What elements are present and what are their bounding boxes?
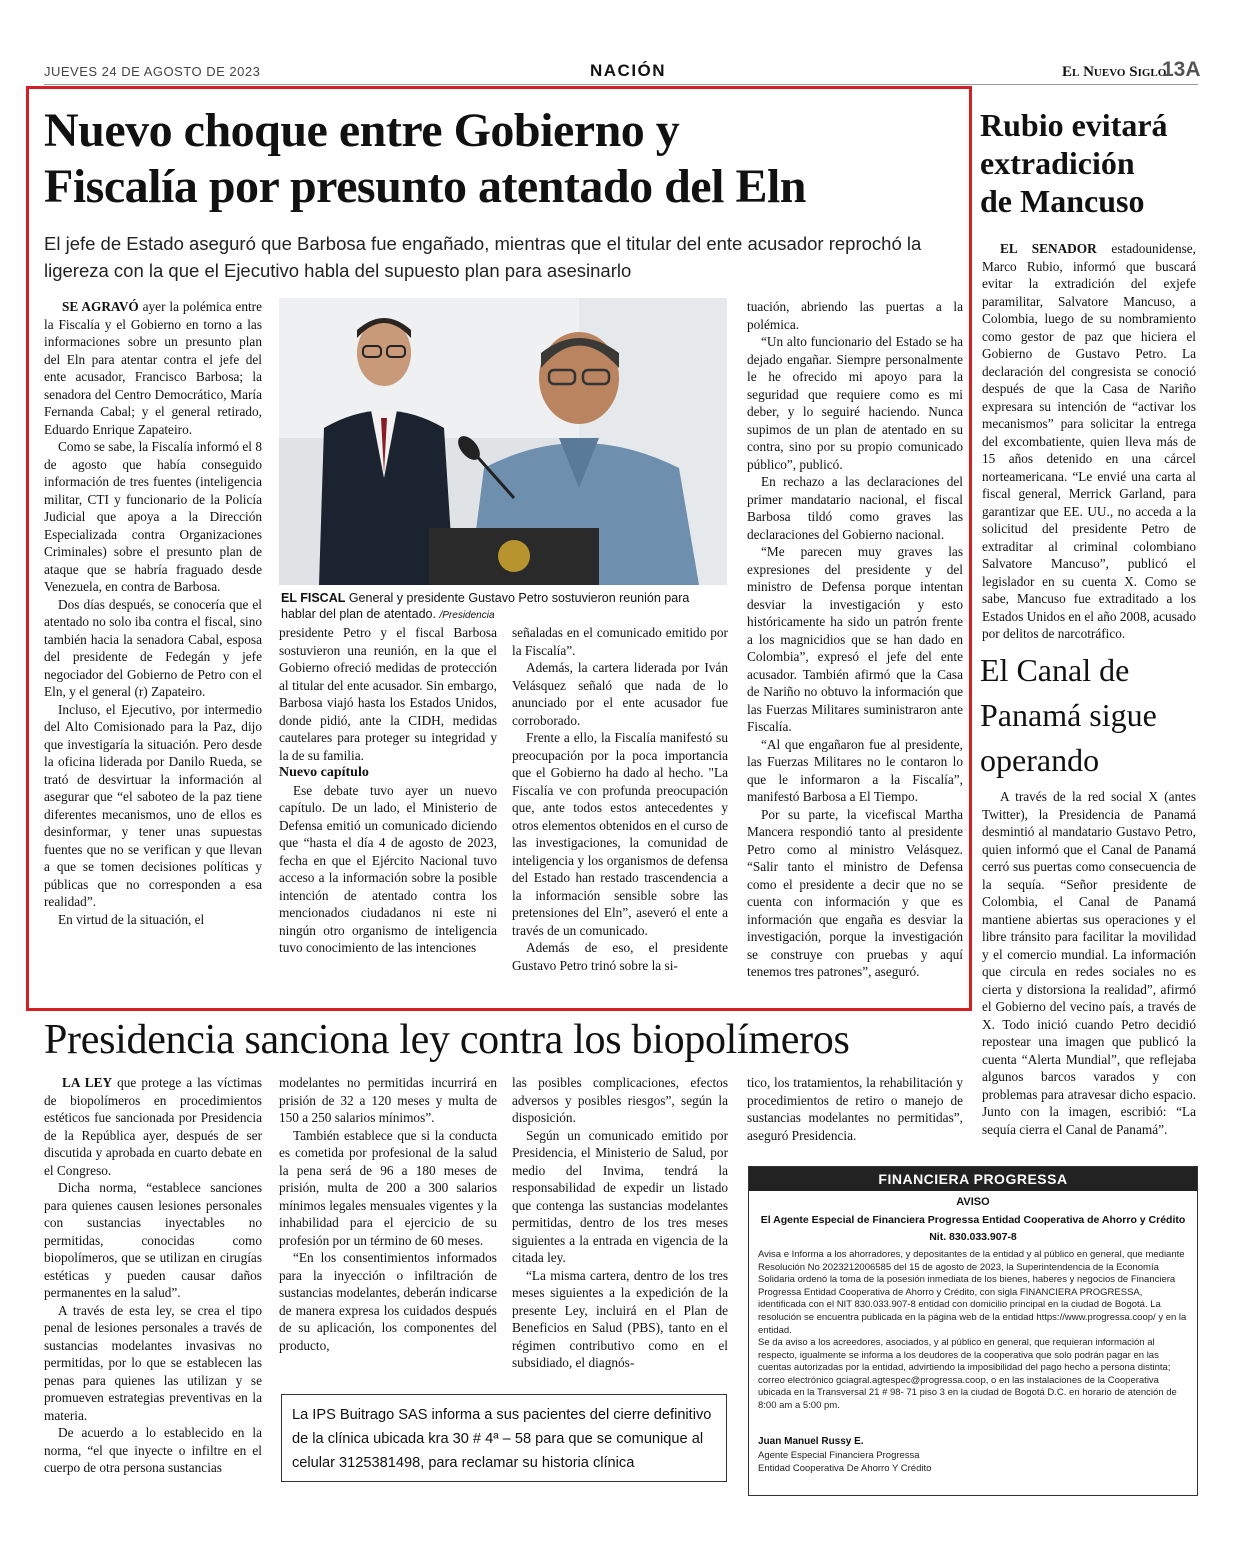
side1-text: estadounidense, Marco Rubio, informó que buscará evitar la extradición del exjefe paramilitar, Salvatore Mancuso, a Colombia, luego de su nombramiento como gestor de paz que hiciera el Gobierno de Gustavo Petro. La declaración del congresista se conoció después de que la Casa de Nariño expresara su intención de “activar los mecanismos” para solicitar la entrega del excombatiente, quien lleva más de 15 años detenido en una cárcel norteamericana. “Le envié una carta al fiscal general, Merrick Garland, para garantizar que EE. UU., no acceda a la solicitud del presidente Petro de extraditar al criminal colombiano Salvatore Mancuso”, publicó el legislador en su cuenta X. Como se sabe, Mancuso fue extraditado a los Estados Unidos en el año 2008, acusado por delitos de narcotráfico.	[982, 241, 1196, 641]
paragraph	[44, 911, 262, 929]
paragraph	[747, 333, 963, 473]
paragraph-text: ayer la polémica entre la Fiscalía y el Gobierno en torno a las informaciones sobre un presunto plan del Eln para atentar contra el jefe del ente acusador, Francisco Barbosa; la senadora del Centro Democrático, María Fernanda Cabal; y el general retirado, Eduardo Enrique Zapateiro.	[44, 299, 262, 437]
financiera-signer: Juan Manuel Russy E.	[758, 1436, 864, 1447]
financiera-nit: Nit. 830.033.907-8	[929, 1231, 1017, 1243]
paragraph-text: que protege a las víctimas de biopolímeros en procedimientos estéticos fue sancionada por Presidencia de la República ayer, después de ser discutida y aprobada en cuarto debate en el Congreso.	[44, 1075, 263, 1178]
paragraph-text: presidente Petro y el fiscal Barbosa sostuvieron una reunión, en la que el Gobierno ofreció medidas de protección al titular del ente acusador. Sin embargo, Barbosa viajó hasta los Estados Unidos, donde pidió, ante la CIDH, medidas cautelares para proteger su integridad y la de su familia.	[279, 625, 497, 763]
page-date: JUEVES 24 DE AGOSTO DE 2023	[44, 64, 261, 79]
paragraph	[44, 298, 262, 438]
paragraph-text: Dos días después, se conocería que el atentado no solo iba contra el fiscal, sino también hacia la senadora Cabal, esposa del presidente de Fedegán y jefe negociador del Gobierno de Petro con el Eln, y el general (r) Zapateiro.	[44, 596, 262, 699]
paragraph-text: Ese debate tuvo ayer un nuevo capítulo. De un lado, el Ministerio de Defensa emitió un comunicado diciendo que “hasta el día 4 de agosto de 2023, fecha en que el Ejército Nacional tuvo acceso a la información sobre la posible intención de atentado contra los mencionados ciudadanos ni este ni ningún otro organismo de inteligencia tuvo conocimiento de las intenciones	[279, 782, 497, 955]
paragraph	[512, 729, 728, 939]
paragraph	[747, 298, 963, 333]
paragraph-text: “Al que engañaron fue al presidente, las Fuerzas Militares no le contaron lo que le informaron a la Fiscalía”, manifestó Barbosa a El Tiempo.	[747, 736, 963, 804]
paragraph-text: Además, la cartera liderada por Iván Velásquez señaló que nada de lo anunciado por el ente acusador fue corroborado.	[512, 660, 728, 728]
side2-body	[982, 788, 1196, 1138]
paragraph	[279, 782, 497, 957]
newspaper-name: El Nuevo Siglo	[1062, 64, 1167, 80]
paragraph-text: “En los consentimientos informados para la inyección o infiltración de sustancias modelantes, deberán indicarse de manera expresa los cuidados después de su aplicación, los componentes del producto,	[279, 1250, 497, 1353]
paragraph-text: De acuerdo a lo establecido en la norma, “el que inyecte o infiltre en el cuerpo de otra persona sustancias	[44, 1425, 262, 1475]
main-column-4	[747, 298, 963, 981]
paragraph	[44, 1424, 262, 1477]
financiera-signer-role2: Entidad Cooperativa De Ahorro Y Crédito	[758, 1463, 932, 1474]
side1-headline-line: Rubio evitará	[980, 107, 1168, 143]
financiera-para2: Se da aviso a los acreedores, asociados, y al público en general, que requieran información al respecto, igualmente se informa a los deudores de la cooperativa que solo podrán pagar en las cuentas autorizadas por la entidad, advirtiendo la imposibilidad del pago hecho a persona distinta; correo electrónico gciagral.agtespec@progressa.coop, o en las instalaciones de la Cooperativa ubicada en la Transversal 21 # 98- 71 piso 3 en la ciudad de Bogotá D.C. en horario de atención de 8:00 am a 5:00 pm.	[758, 1337, 1177, 1411]
paragraph	[747, 473, 963, 543]
financiera-signer-role1: Agente Especial Financiera Progressa	[758, 1450, 920, 1461]
side1-body	[982, 240, 1196, 643]
paragraph-text: Por su parte, la vicefiscal Martha Mancera respondió tanto al presidente Petro como al ministro Velásquez. “Salir tanto el ministro de Defensa como el presidente a decir que no se cuenta con información y que es información que engaña es desviar la investigación, porque la investigación se construye con pruebas y aquí tenemos tres patrones”, aseguró.	[747, 806, 963, 979]
side2-headline-line: operando	[980, 742, 1100, 778]
paragraph-text: señaladas en el comunicado emitido por la Fiscalía”.	[512, 625, 728, 658]
paragraph-text: Frente a ello, la Fiscalía manifestó su preocupación por la poca importancia que el Gobierno ha dado al hecho. "La Fiscalía ve con profunda preocupación que, ante todos estos antecedentes y otros elementos obtenidos en el curso de las investigaciones, la comunidad de inteligencia y los organismos de defensa del Estado han restado trascendencia a la información sensible sobre las pretensiones del Eln”, aseveró el ente a través de un comunicado.	[512, 730, 728, 938]
story2-column-1	[44, 1074, 262, 1477]
paragraph-text: En rechazo a las declaraciones del primer mandatario nacional, el fiscal Barbosa tildó como graves las declaraciones del Gobierno nacional.	[747, 474, 963, 542]
paragraph	[747, 736, 963, 806]
paragraph-text: tuación, abriendo las puertas a la polémica.	[747, 299, 963, 332]
paragraph-text: Además de eso, el presidente Gustavo Petro trinó sobre la si-	[512, 940, 728, 973]
paragraph-text: También establece que si la conducta es cometida por profesional de la salud la pena será de 96 a 180 meses de prisión, multa de 200 a 300 salarios mínimos legales mensuales vigentes y la inhabilidad para el ejercicio de su profesión por un término de 60 meses.	[279, 1127, 497, 1248]
paragraph	[747, 543, 963, 736]
story2-column-4	[747, 1074, 963, 1144]
paragraph-text: Según un comunicado emitido por Presidencia, el Ministerio de Salud, por medio del Invima, tendrá la responsabilidad de expedir un listado que contenga las sustancias modelantes permitidas, dentro de los tres meses siguientes a la entrada en vigencia de la citada ley.	[512, 1127, 728, 1265]
paragraph-text: modelantes no permitidas incurrirá en prisión de 32 a 120 meses y multa de 150 a 250 salarios mínimos”.	[279, 1075, 497, 1125]
paragraph	[44, 1074, 262, 1179]
paragraph-text: Dicha norma, “establece sanciones para quienes causen lesiones personales con sustancias inyectables no permitidas, conocidas como biopolímeros, que se utilizan en cirugías estéticas y pueden causar daños permanentes en la salud”.	[44, 1180, 262, 1300]
lead-words: SE AGRAVÓ	[62, 299, 139, 314]
paragraph-text: A través de esta ley, se crea el tipo penal de lesiones personales a través de sustancias modelantes invasivas no permitidas, por lo que se establecen las penas para quienes las utilizan y se promueven estrategias preventivas en la materia.	[44, 1302, 262, 1423]
header-rule	[44, 84, 1198, 85]
paragraph	[512, 939, 728, 974]
main-column-1	[44, 298, 262, 928]
page-number: 13A	[1162, 58, 1201, 81]
paragraph-text: “Un alto funcionario del Estado se ha dejado engañar. Siempre personalmente le he ofrecido mi apoyo para la seguridad que requiere como es mi deber, y lo seguiré haciendo. Nunca supimos de un plan de atentado en su contra, sino por su propio comunicado público”, publicó.	[747, 334, 963, 472]
paragraph-text: las posibles complicaciones, efectos adversos y posibles riesgos”, según la disposición.	[512, 1075, 728, 1125]
side1-headline-line: de Mancuso	[980, 183, 1145, 219]
photo-caption-text: General y presidente Gustavo Petro sostuvieron reunión para hablar del plan de atentado.	[281, 591, 690, 621]
paragraph	[44, 1302, 262, 1425]
paragraph	[512, 1074, 728, 1127]
paragraph	[44, 438, 262, 596]
side1-headline	[980, 106, 1200, 220]
story2-column-2	[279, 1074, 497, 1354]
paragraph	[44, 1179, 262, 1302]
photo-credit: /Presidencia	[439, 610, 495, 621]
story2-column-3	[512, 1074, 728, 1372]
photo-fiscal-petro	[279, 298, 727, 585]
paragraph-text: “Me parecen muy graves las expresiones del presidente y del ministro de Defensa porque intentan desviar la investigación y esto históricamente ha sido un patrón frente a los magnicidios que se han dado en Colombia”, expresó el jefe del ente acusador. También afirmó que la Casa de Nariño no obtuvo la información que las Fuerzas Militares suministraron ante Fiscalía.	[747, 544, 963, 734]
ips-notice-text: La IPS Buitrago SAS informa a sus pacientes del cierre definitivo de la clínica ubicada kra 30 # 4ª – 58 para que se comunique al celular 3125381498, para reclamar su historia clínica	[292, 1407, 712, 1471]
photo-caption	[281, 590, 727, 624]
lead-words: LA LEY	[62, 1075, 113, 1090]
paragraph	[512, 659, 728, 729]
financiera-agent-line: El Agente Especial de Financiera Progressa Entidad Cooperativa de Ahorro y Crédito	[760, 1214, 1186, 1226]
side2-text: A través de la red social X (antes Twitter), la Presidencia de Panamá desmintió al mandatario Gustavo Petro, quien informó que el Canal de Panamá cerró sus puertas como consecuencia de la sequía. “Señor presidente de Colombia, el Canal de Panamá mantiene abiertas sus operaciones y el libre tránsito para facilitar la movilidad y el comercio mundial. La información que circula en redes sociales no es cierta y distorsiona la realidad”, afirmó el Gobierno del vecino país, a través de X. Todo inició cuando Petro decidió repostear una imagen que publicó la cuenta “Alerta Mundial”, que reflejaba algunos barcos varados y con problemas para atravesar dicho espacio. Junto con la imagen, escribió: “La sequía cierra el Canal de Panamá”.	[982, 789, 1196, 1137]
paragraph	[279, 1127, 497, 1250]
photo-illustration	[279, 298, 727, 585]
section-title: NACIÓN	[590, 61, 667, 80]
paragraph	[747, 806, 963, 981]
paragraph	[512, 624, 728, 659]
paragraph-text: “La misma cartera, dentro de los tres meses siguientes a la expedición de la presente Ley, incluirá en el Plan de Beneficios en Salud (PBS), tanto en el régimen contributivo como en el subsidiado, el diagnós-	[512, 1267, 728, 1370]
paragraph	[279, 1249, 497, 1354]
paragraph	[512, 1127, 728, 1267]
paragraph	[512, 1267, 728, 1372]
photo-caption-lead: EL FISCAL	[281, 591, 346, 605]
financiera-para1: Avisa e Informa a los ahorradores, y depositantes de la entidad y al público en general, que mediante Resolución No 2023212006585 del 15 de agosto de 2023, la Superintendencia de la Economía Solidaria ordenó la toma de la posesión inmediata de los bienes, haberes y negocios de Financiera Progressa Entidad Cooperativa de Ahorro y Crédito, con sigla FINANCIERA PROGRESSA, identificada con el NIT 830.033.907-8 entidad con domicilio principal en la ciudad de Bogotá. La resolución se encuentra publicada en la página web de la entidad https://www.progressa.coop/ y en la entidad.	[758, 1249, 1187, 1336]
paragraph	[44, 596, 262, 701]
side2-headline-line: Panamá sigue	[980, 697, 1157, 733]
main-headline	[44, 103, 964, 215]
subtitle-nuevo-capitulo: Nuevo capítulo	[279, 765, 369, 780]
financiera-aviso: AVISO	[956, 1196, 990, 1208]
paragraph	[279, 624, 497, 764]
paragraph-text: Como se sabe, la Fiscalía informó el 8 de agosto que había conseguido información de tres fuentes (inteligencia militar, CTI y funcionario de la Policía Judicial que apoya a la Dirección Especializada contra Organizaciones Criminales) sobre el presunto plan de ataque que se habría fraguado desde Venezuela, en contra de Barbosa.	[44, 439, 262, 594]
financiera-title-bar: FINANCIERA PROGRESSA	[749, 1167, 1197, 1191]
main-subhead: El jefe de Estado aseguró que Barbosa fue engañado, mientras que el titular del ente acusador reprochó la ligereza con la que el Ejecutivo habla del supuesto plan para asesinarlo	[44, 233, 922, 281]
side1-headline-line: extradición	[980, 145, 1135, 181]
main-headline-line1: Nuevo choque entre Gobierno y	[44, 104, 680, 157]
paragraph-text: Incluso, el Ejecutivo, por intermedio del Alto Comisionado para la Paz, dijo que investigaría la situación. Pero desde la oficina liderada por Danilo Rueda, se trató de desvirtuar la información al asegurar que “el saboteo de la paz tiene diferentes mecanismos, uno de ellos es desinformar, y tener unas supuestas fuentes que no se verifican y que llevan a que se tomen decisiones políticas y públicas que no corresponden a esa realidad”.	[44, 701, 262, 909]
side2-headline-line: El Canal de	[980, 652, 1130, 688]
main-column-3	[512, 624, 728, 974]
paragraph	[44, 701, 262, 911]
side2-headline	[980, 648, 1200, 783]
story2-headline: Presidencia sanciona ley contra los biopolímeros	[44, 1017, 850, 1063]
paragraph	[279, 1074, 497, 1127]
main-headline-line2: Fiscalía por presunto atentado del Eln	[44, 160, 806, 213]
side1-lead: EL SENADOR	[1000, 241, 1097, 256]
main-column-2	[279, 624, 497, 957]
paragraph	[747, 1074, 963, 1144]
paragraph-text: tico, los tratamientos, la rehabilitación y procedimientos de retiro o manejo de sustancias modelantes no permitidas”, aseguró Presidencia.	[747, 1075, 963, 1143]
paragraph-text: En virtud de la situación, el	[58, 911, 205, 927]
